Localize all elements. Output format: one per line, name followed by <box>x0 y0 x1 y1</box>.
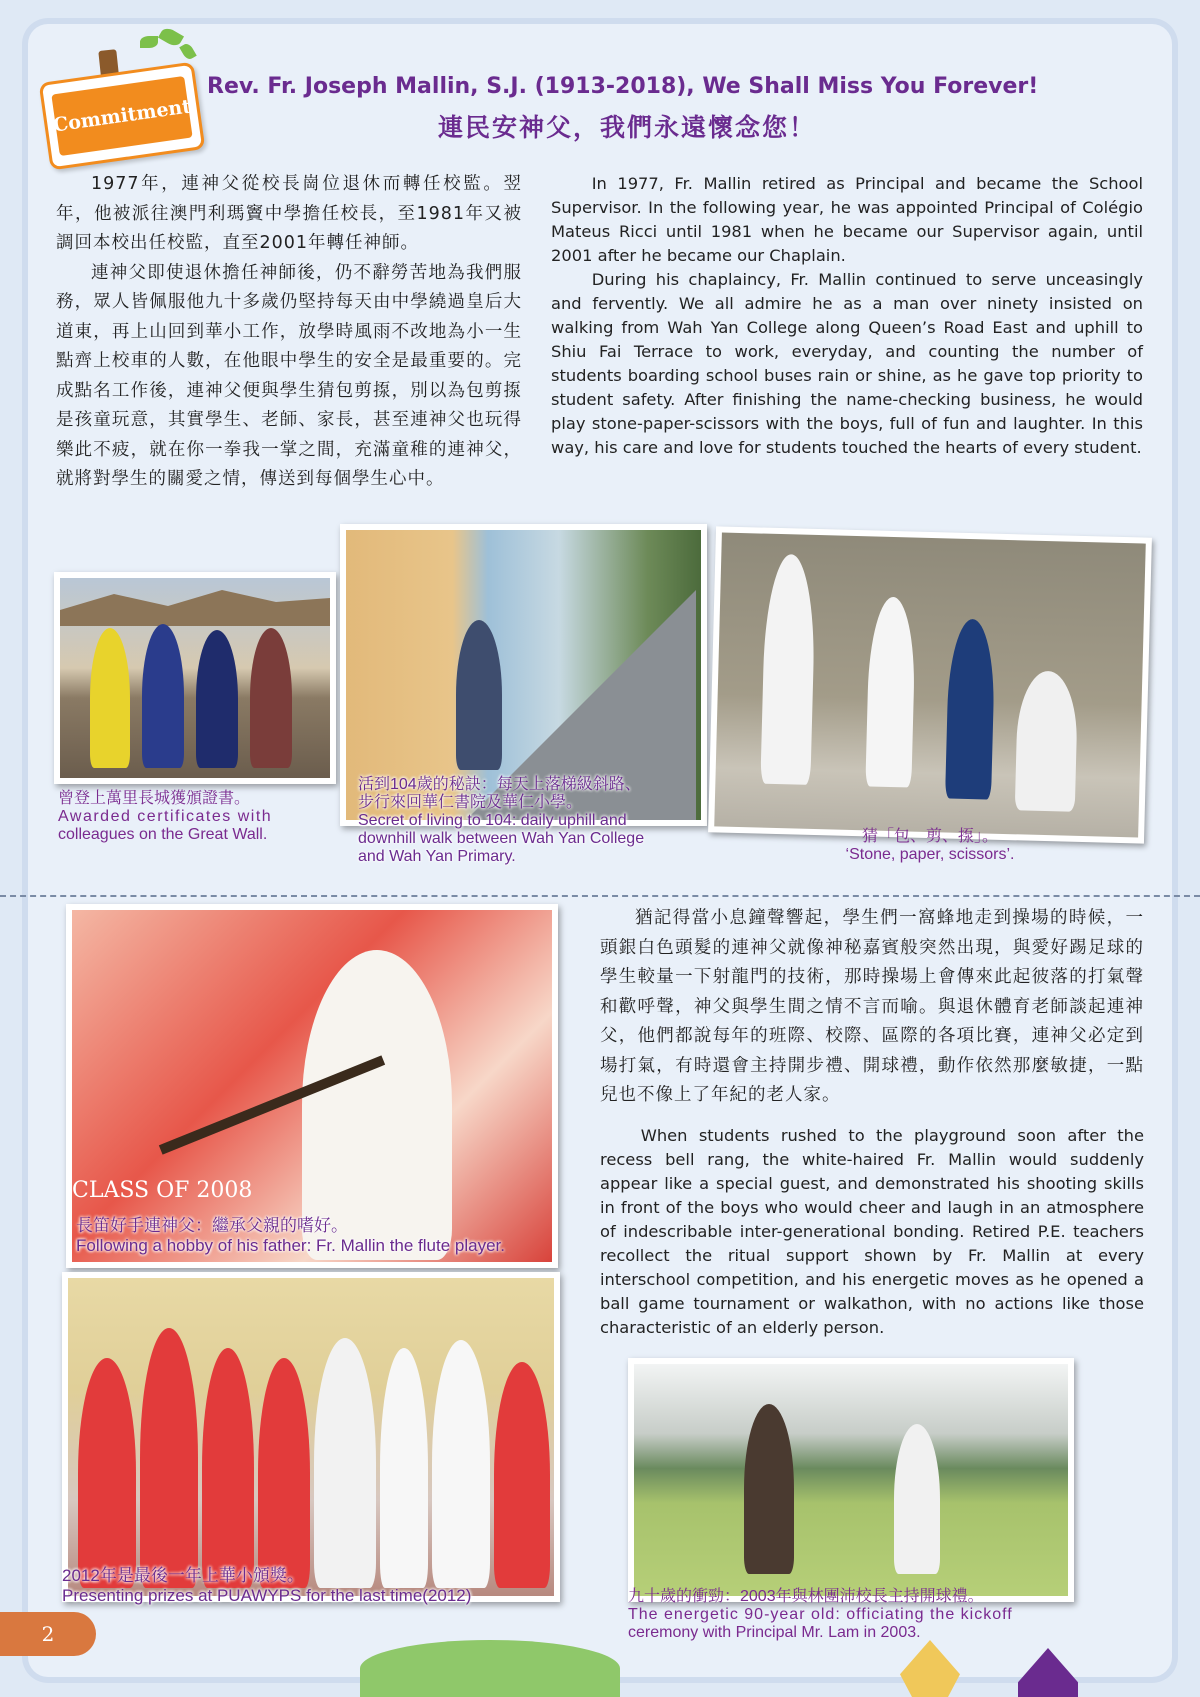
caption-en: Awarded certificates with <box>58 808 273 825</box>
caption-en: The energetic 90-year old: officiating the kickoff <box>628 1606 1013 1623</box>
caption-zh: 曾登上萬里長城獲頒證書。 <box>58 790 251 807</box>
caption-kickoff <box>628 1588 1098 1642</box>
commitment-tag-label: Commitment <box>51 76 192 156</box>
caption-zh: 2012年是最後一年上華小頒獎。 <box>62 1566 304 1585</box>
caption-zh: 猜「包、剪、揼」。 <box>861 828 998 845</box>
photo-stone-paper-scissors <box>708 526 1152 843</box>
caption-en: Presenting prizes at PUAWYPS for the last time(2012) <box>62 1586 472 1605</box>
caption-prize <box>62 1566 562 1606</box>
zh-paragraph: 1977年，連神父從校長崗位退休而轉任校監。翌年，他被派往澳門利瑪竇中學擔任校長，至1981年又被調回本校出任校監，直至2001年轉任神師。 <box>56 174 522 253</box>
caption-en: and Wah Yan Primary. <box>358 848 516 865</box>
photo-kickoff <box>628 1358 1074 1602</box>
photo-flute-player <box>66 904 558 1268</box>
hill-decoration <box>360 1640 620 1697</box>
leaf-decoration <box>140 36 158 48</box>
en-paragraph: In 1977, Fr. Mallin retired as Principal and became the School Supervisor. In the following year, he was appointed Principal of Colégio Mateus Ricci until 1981 when he became our Supervisor again, until 2001 after he became our Chaplain. <box>551 174 1143 265</box>
zh-paragraph: 連神父即使退休擔任神師後，仍不辭勞苦地為我們服務，眾人皆佩服他九十多歲仍堅持每天由中學繞過皇后大道東，再上山回到華小工作，放學時風雨不改地為小一生點齊上校車的人數，在他眼中學生的安全是最重要的。完成點名工作後，連神父便與學生猜包剪揼，別以為包剪揼是孩童玩意，其實學生、老師、家長，甚至連神父也玩得樂此不疲，就在你一拳我一掌之間，充滿童稚的連神父，就將對學生的關愛之情，傳送到每個學生心中。 <box>56 262 522 489</box>
caption-zh: 九十歲的衝勁：2003年與林團沛校長主持開球禮。 <box>628 1588 984 1605</box>
en-paragraph: During his chaplaincy, Fr. Mallin continued to serve unceasingly and fervently. We all admire he as a man over ninety insisted on walking from Wah Yan College along Queen’s Road East and uphill to Shiu Fai Terrace to work, everyday, and counting the number of students boarding school buses rain or shine, as he gave top priority to student safety. After finishing the name-checking business, he would play stone-paper-scissors with the boys, full of fun and laughter. In this way, his care and love for students touched the hearts of every student. <box>551 270 1143 457</box>
caption-en: colleagues on the Great Wall. <box>58 826 268 843</box>
section-divider <box>0 895 1200 897</box>
caption-en: Following a hobby of his father: Fr. Mallin the flute player. <box>76 1236 506 1255</box>
caption-stairs <box>358 776 718 866</box>
en-paragraph: When students rushed to the playground soon after the recess bell rang, the white-haired Fr. Mallin would suddenly appear like a special guest, and demonstrated his shooting skills in front of the boys who would cheer and laugh in an atmosphere of indescribable inter-generational bonding. Retired P.E. teachers recollect the ritual support shown by Fr. Mallin at every interschool competition, and his energetic moves as he opened a ball game tournament or walkathon, with no actions like those characteristic of an elderly person. <box>600 1126 1144 1337</box>
section1-chinese-text <box>56 170 522 495</box>
caption-en: downhill walk between Wah Yan College <box>358 830 645 847</box>
photo-prize-presentation <box>62 1272 560 1602</box>
section1-english-text <box>551 172 1143 460</box>
caption-zh: 步行來回華仁書院及華仁小學。 <box>358 794 583 811</box>
caption-zh: 長笛好手連神父：繼承父親的嗜好。 <box>76 1216 348 1235</box>
zh-paragraph: 猶記得當小息鐘聲響起，學生們一窩蜂地走到操場的時候，一頭銀白色頭髮的連神父就像神秘嘉賓般突然出現，與愛好踢足球的學生較量一下射龍門的技術，那時操場上會傳來此起彼落的打氣聲和歡呼聲，神父與學生間之情不言而喻。與退休體育老師談起連神父，他們都說每年的班際、校際、區際的各項比賽，連神父必定到場打氣，有時還會主持開步禮、開球禮，動作依然那麼敏捷，一點兒也不像上了年紀的老人家。 <box>600 908 1144 1105</box>
caption-zh: 活到104歲的秘訣：每天上落梯級斜路、 <box>358 776 641 793</box>
caption-en: ‘Stone, paper, scissors’. <box>845 846 1015 863</box>
title-english: Rev. Fr. Joseph Mallin, S.J. (1913-2018), We Shall Miss You Forever! <box>207 74 1039 99</box>
caption-stone-paper-scissors <box>700 828 1160 864</box>
photo-great-wall <box>54 572 336 784</box>
caption-en: Secret of living to 104: daily uphill and <box>358 812 627 829</box>
caption-flute <box>76 1216 556 1256</box>
caption-en: ceremony with Principal Mr. Lam in 2003. <box>628 1624 921 1641</box>
section2-chinese-text <box>600 904 1144 1111</box>
section2-english-text <box>600 1124 1144 1340</box>
class-banner: CLASS OF 2008 <box>72 1178 253 1203</box>
page-number: 2 <box>0 1612 96 1656</box>
title-chinese: 連民安神父，我們永遠懷念您！ <box>438 113 817 142</box>
caption-great-wall <box>58 790 338 844</box>
